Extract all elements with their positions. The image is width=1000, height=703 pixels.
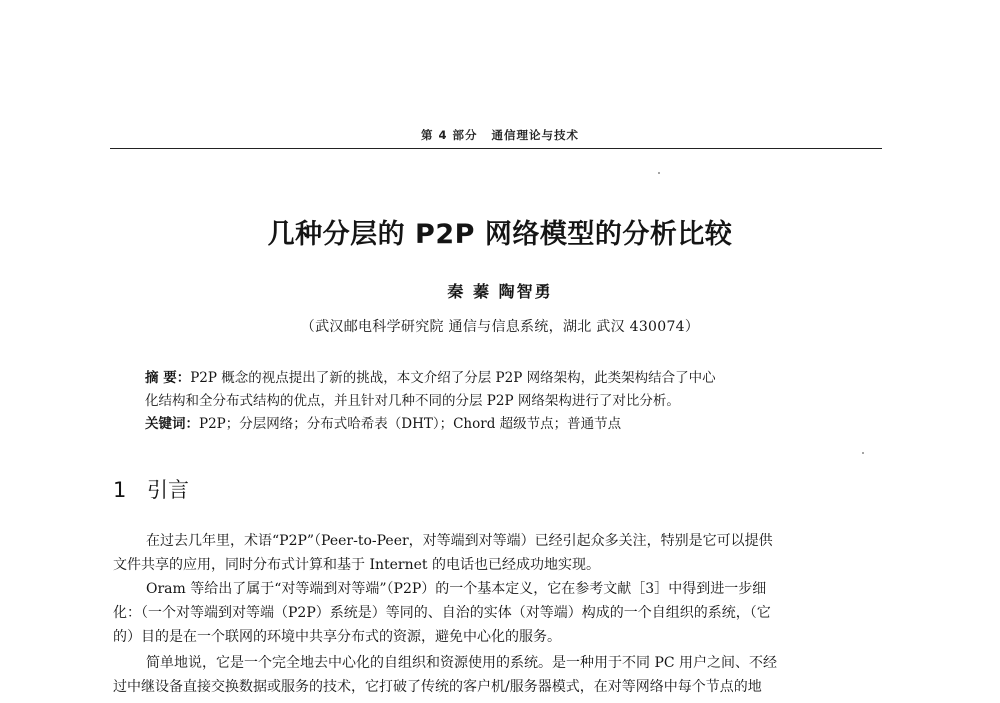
body-line: 在过去几年里，术语“P2P”（Peer-to-Peer，对等端到对等端）已经引起众多关注，特别是它可以提供 xyxy=(146,533,773,549)
abstract-text-1: P2P 概念的视点提出了新的挑战，本文介绍了分层 P2P 网络架构，此类架构结合了中心 xyxy=(190,370,716,386)
body-line: Oram 等给出了属于“对等端到对等端”（P2P）的一个基本定义，它在参考文献［3］中得到进一步细 xyxy=(146,581,767,597)
running-head xyxy=(0,127,1000,143)
keywords-line xyxy=(145,413,865,436)
abstract-label: 摘 要： xyxy=(145,370,191,386)
section-number: 1 xyxy=(113,478,127,502)
scan-speck xyxy=(658,172,660,174)
abstract-line-1 xyxy=(145,367,865,390)
abstract-line-2 xyxy=(145,390,865,413)
keywords-label: 关键词： xyxy=(145,416,199,432)
running-head-topic: 通信理论与技术 xyxy=(491,128,579,142)
section-title: 引言 xyxy=(147,478,189,502)
author-list: 秦 蓁 陶智勇 xyxy=(447,282,553,301)
section-heading xyxy=(113,474,189,504)
keywords-text: P2P；分层网络；分布式哈希表（DHT）；Chord 超级节点；普通节点 xyxy=(199,416,622,432)
abstract-text-2: 化结构和全分布式结构的优点，并且针对几种不同的分层 P2P 网络架构进行了对比分析。 xyxy=(145,393,680,409)
body-line: 文件共享的应用，同时分布式计算和基于 Internet 的电话也已经成功地实现。 xyxy=(113,557,600,573)
affiliation: （武汉邮电科学研究院 通信与信息系统，湖北 武汉 430074） xyxy=(300,319,700,335)
header-rule xyxy=(110,148,882,149)
body-line: 的）目的是在一个联网的环境中共享分布式的资源，避免中心化的服务。 xyxy=(113,629,561,645)
scan-speck xyxy=(862,452,864,454)
body-line: 过中继设备直接交换数据或服务的技术，它打破了传统的客户机/服务器模式，在对等网络中每个节点的地 xyxy=(113,679,762,695)
body-line: 简单地说，它是一个完全地去中心化的自组织和资源使用的系统。是一种用于不同 PC 用户之间、不经 xyxy=(146,655,778,671)
running-head-part: 第 4 部分 xyxy=(420,128,478,142)
paper-title: 几种分层的 P2P 网络模型的分析比较 xyxy=(267,219,733,250)
body-line: 化：（一个对等端到对等端（P2P）系统是）等同的、自治的实体（对等端）构成的一个自组织的系统，（它 xyxy=(113,605,771,621)
